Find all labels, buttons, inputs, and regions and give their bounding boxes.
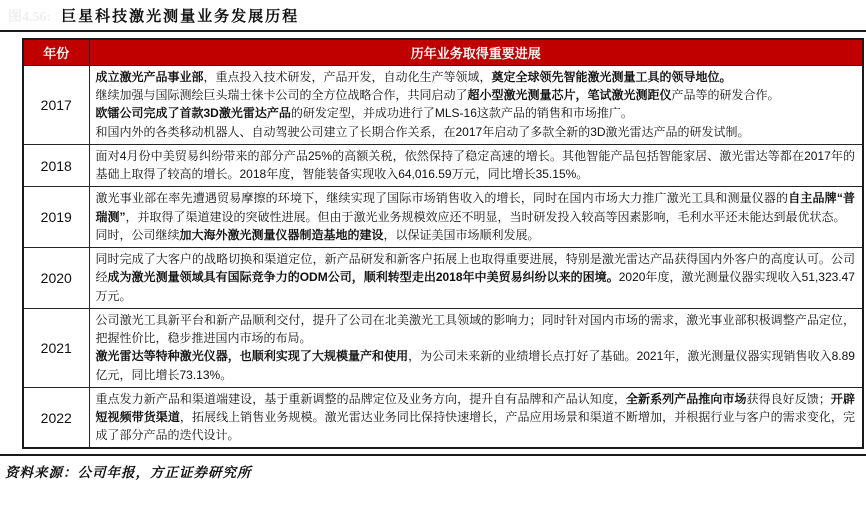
- milestone-cell: [89, 144, 863, 186]
- figure-number-label: 图4.56:: [8, 10, 52, 25]
- history-table-body: [23, 66, 863, 449]
- milestone-text: 面对4月份中美贸易纠纷带来的部分产品25%的高额关税，依然保持了稳定高速的增长。其他智能产品包括智能家居、激光雷达等都在2017年的基础上取得了较高的增长。2018年度，智能装备实现收入64,016.59万元，同比增长35.15%。: [95, 148, 855, 182]
- figure-title-row: [0, 0, 866, 30]
- milestone-paragraph: [96, 123, 856, 141]
- table-row: [23, 248, 863, 309]
- milestone-text: 获得良好反馈；: [746, 391, 831, 406]
- year-cell: 2022: [23, 387, 89, 448]
- milestone-text-bold: 全新系列产品推向市场: [625, 391, 747, 406]
- milestone-paragraph: [96, 189, 856, 225]
- table-header-row: [23, 39, 863, 66]
- milestone-text: 同时完成了大客户的战略切换和渠道定位，新产品研发和新客户拓展上也取得重要进展，特别是激光雷达产品获得国内外客户的高度认可。公司经: [95, 252, 855, 285]
- year-cell: 2021: [23, 308, 89, 387]
- milestone-paragraph: [96, 250, 856, 305]
- milestone-cell: [89, 387, 863, 448]
- milestone-text: 和国内外的各类移动机器人、自动驾驶公司建立了长期合作关系，在2017年启动了多款全新的3D激光雷达产品的研发试制。: [95, 124, 750, 139]
- milestone-paragraph: [96, 347, 856, 383]
- milestone-text-bold: 开辟短视频带货渠道: [95, 391, 855, 424]
- table-row: [23, 144, 863, 186]
- milestone-text-bold: 加大海外激光测量仪器制造基地的建设: [179, 227, 384, 242]
- milestone-text: ，拓展线上销售业务规模。激光雷达业务同比保持快速增长，产品应用场景和渠道不断增加，并根据行业与客户的需求变化，完成了部分产品的迭代设计。: [95, 409, 855, 443]
- milestone-paragraph: [96, 390, 856, 445]
- year-cell: 2018: [23, 144, 89, 186]
- milestone-text-bold: 成立激光产品事业部: [95, 70, 204, 84]
- source-note: 资料来源：公司年报，方正证券研究所: [5, 465, 252, 481]
- milestone-text-bold: 激光雷达等特种激光仪器，也顺利实现了大规模量产和使用: [95, 349, 409, 364]
- milestone-text: 同时，公司继续: [95, 227, 180, 242]
- milestone-text: 重点发力新产品和渠道端建设，基于重新调整的品牌定位及业务方向，提升自有品牌和产品认知度，: [95, 391, 626, 406]
- milestone-paragraph: [96, 68, 856, 86]
- column-header-year: 年份: [23, 39, 89, 66]
- top-divider: [0, 30, 866, 32]
- milestone-text: 继续加强与国际测绘巨头瑞士徕卡公司的全方位战略合作，共同启动了: [95, 88, 468, 103]
- milestone-cell: [89, 187, 863, 248]
- milestone-paragraph: [96, 104, 856, 122]
- milestone-text: ，为公司未来新的业绩增长点打好了基础。2021年，激光测量仪器实现销售收入8.89亿元，同比增长73.13%。: [95, 349, 855, 382]
- year-cell: 2020: [23, 248, 89, 309]
- milestone-text: 产品等的研发合作。: [671, 88, 780, 103]
- column-header-milestones: 历年业务取得重要进展: [89, 39, 863, 66]
- milestone-text: 2020年度，激光测量仪器实现收入51,323.47万元。: [95, 270, 855, 303]
- table-row: [23, 66, 863, 145]
- milestone-text: 的研发定型，并成功进行了MLS-16这款产品的销售和市场推广。: [290, 106, 633, 121]
- milestone-paragraph: [96, 147, 856, 183]
- year-cell: 2019: [23, 187, 89, 248]
- milestone-text: ，重点投入技术研发，产品开发，自动化生产等领域，: [203, 70, 492, 84]
- milestone-text: 激光事业部在率先遭遇贸易摩擦的环境下，继续实现了国际市场销售收入的增长，同时在国内市场大力推广激光工具和测量仪器的: [95, 191, 789, 206]
- page-title: 巨星科技激光测量业务发展历程: [61, 9, 300, 25]
- milestone-cell: [89, 308, 863, 387]
- history-table: [22, 38, 864, 449]
- table-row: [23, 387, 863, 448]
- milestone-text-bold: 自主品牌“普瑞测”: [95, 191, 855, 224]
- history-table-wrap: [22, 38, 864, 449]
- milestone-paragraph: [96, 311, 856, 347]
- milestone-text: ，并取得了渠道建设的突破性进展。但由于激光业务规模效应还不明显，当时研发投入较高等因素影响，毛利水平还未能达到最优状态。: [125, 209, 846, 224]
- milestone-text: 公司激光工具新平台和新产品顺利交付，提升了公司在北美激光工具领域的影响力；同时针对国内市场的需求，激光事业部积极调整产品定位，把握性价比，稳步推进国内市场的布局。: [95, 312, 855, 346]
- milestone-paragraph: [96, 226, 856, 244]
- milestone-text-bold: 奠定全球领先智能激光测量工具的领导地位。: [491, 70, 732, 84]
- year-cell: 2017: [23, 66, 89, 145]
- table-row: [23, 308, 863, 387]
- milestone-text-bold: 欧镭公司完成了首款3D激光雷达产品: [95, 106, 291, 121]
- milestone-paragraph: [96, 86, 856, 104]
- milestone-text-bold: 成为激光测量领域具有国际竞争力的ODM公司，顺利转型走出2018年中美贸易纠纷以来的困境。: [107, 270, 619, 285]
- milestone-text-bold: 超小型激光测量芯片，笔试激光测距仪: [467, 88, 672, 103]
- milestone-cell: [89, 66, 863, 145]
- milestone-cell: [89, 248, 863, 309]
- table-row: [23, 187, 863, 248]
- milestone-text: ，以保证美国市场顺利发展。: [383, 227, 540, 242]
